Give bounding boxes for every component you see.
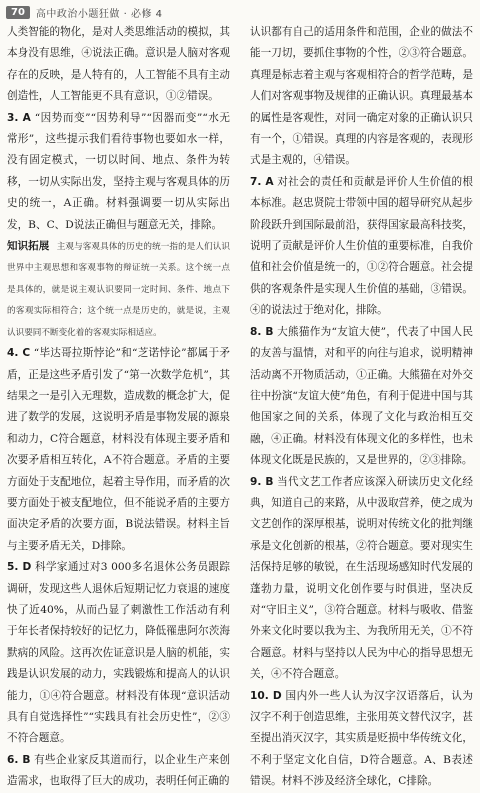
answer-item-6 — [7, 750, 230, 793]
answer-text: 国内外一些人认为汉字汉语落后，认为汉字不利于创造思维，主张用英文替代汉字，甚至提出消灭汉字，其实质是贬损中华传统文化，不利于坚定文化自信，D符合题意。A、B表述错误。材料不涉及经济全球化，C排除。 — [250, 689, 474, 788]
answer-number: 9. B — [250, 475, 274, 488]
page-header — [6, 4, 163, 20]
answer-item-3 — [7, 108, 230, 236]
answer-number: 4. C — [7, 347, 31, 360]
page-number: 70 — [6, 6, 30, 19]
answer-text: 对社会的责任和贡献是评价人生价值的根本标准。赵忠贤院士带领中国的超导研究从起步阶段跃升到国际最前沿，获得国家最高科技奖，说明了贡献是评价人生价值的重要标准，自我价值和社会价值是统一的，①②符合题意。社会提供的客观条件是实现人生价值的基础，③错误。④的说法过于绝对化，排除。 — [250, 175, 473, 317]
answer-text: “因势而变”“因势利导”“因器而变”“水无常形”，这些提示我们看待事物也要如水一样，没有固定模式，一切以时间、地点、条件为转移，一切从实际出发，坚持主观与客观具体的历史的统一，A正确。材料强调要一切从实际出发，B、C、D说法正确但与题意无关，排除。 — [7, 111, 230, 231]
answer-number: 8. B — [250, 325, 274, 338]
book-title: 高中政治小题狂做 · 必修 4 — [35, 8, 163, 20]
answer-item-5 — [7, 557, 230, 750]
answer-number: 5. D — [7, 561, 32, 574]
answer-item-4 — [7, 343, 230, 557]
answer-item-7 — [250, 172, 473, 322]
answer-intro-right: 认识都有自己的适用条件和范围，企业的做法不能一刀切，要抓住事物的个性，②③符合题意。真理是标志着主观与客观相符合的哲学范畴，是人们对客观事物及规律的正确认识。真理最基本的属性是客观性，对同一确定对象的正确认识只有一个，①错误。真理的内容是客观的，表现形式是主观的，④错误。 — [250, 26, 473, 167]
answer-number: 3. A — [7, 111, 31, 124]
extension-text: 主观与客观具体的历史的统一指的是人们认识世界中主观思想和客观事物的辩证统一关系。这个统一点是具体的，就是说主观认识要同一定时间、条件、地点下的客观实际相符合；这个统一点是历史的，就是说，主观认识要同不断变化着的客观实际相适应。 — [7, 242, 230, 338]
answer-intro-left: 人类智能的物化，是对人类思维活动的模拟，其本身没有思维，④说法正确。意识是人脑对客观存在的反映，是人特有的，人工智能不具有主动创造性，人工智能更不具有意识，①②错误。 — [7, 26, 230, 103]
answer-text: 有些企业家反其道而行，以企业生产来创造需求，也取得了巨大的成功，表明任何正确的 — [7, 753, 230, 788]
answer-number: 10. D — [250, 689, 282, 702]
knowledge-extension — [7, 236, 230, 343]
answer-item-10 — [250, 686, 473, 793]
answer-text: 当代文艺工作者应该深入研读历史文化经典，知道自己的来路，从中汲取营养，使之成为文艺创作的深厚根基，说明对传统文化的批判继承是文化创新的根基，②符合题意。要对现实生活保持足够的敏锐，在生活现场感知时代发展的蓬勃力量，说明文化创作要与时俱进，坚决反对“守旧主义”，③符合题意。材料与吸收、借鉴外来文化时要以我为主、为我所用无关，①不符合题意。材料与坚持以人民为中心的指导思想无关，④不符合题意。 — [250, 475, 473, 681]
answer-item-8 — [250, 322, 473, 472]
answer-number: 6. B — [7, 753, 31, 766]
answer-number: 7. A — [250, 175, 274, 188]
answer-text: 科学家通过对3 000多名退休公务员跟踪调研，发现这些人退休后短期记忆力衰退的速度快了近40%，从而凸显了刺激性工作活动有利于年长者保持较好的记忆力，降低罹患阿尔茨海默病的风险。这再次佐证意识是人脑的机能，实践是认识发展的动力，实践锻炼和提高人的认识能力，①④符合题意。材料没有体现“意识活动具有自觉选择性”“实践具有社会历史性”，②③不符合题意。 — [7, 561, 230, 745]
answer-text: 大熊猫作为“友谊大使”，代表了中国人民的友善与温情，对和平的向往与追求，说明精神活动离不开物质活动，①正确。大熊猫在对外交往中扮演“友谊大使”角色，有利于促进中国与其他国家之间的关系，体现了文化与政治相互交融，④正确。材料没有体现文化的多样性，也未体现文化既是民族的，又是世界的，②③排除。 — [250, 325, 473, 467]
right-column — [250, 22, 473, 793]
extension-title: 知识拓展 — [7, 240, 50, 253]
answer-text: “毕达哥拉斯悖论”和“芝诺悖论”都属于矛盾，正是这些矛盾引发了“第一次数学危机”，其结果之一是引入无理数，造成数的概念扩大，促进了数学的发展，这说明矛盾是事物发展的源泉和动力，C符合题意，材料没有体现主要矛盾和次要矛盾相互转化，A不符合题意。矛盾的主要方面处于支配地位，起着主导作用，而矛盾的次要方面处于被支配地位，但不能说矛盾的主要方面决定矛盾的次要方面，B说法错误。材料主旨与主要矛盾无关，D排除。 — [7, 347, 230, 552]
answer-item-9 — [250, 472, 473, 686]
left-column — [7, 22, 230, 793]
